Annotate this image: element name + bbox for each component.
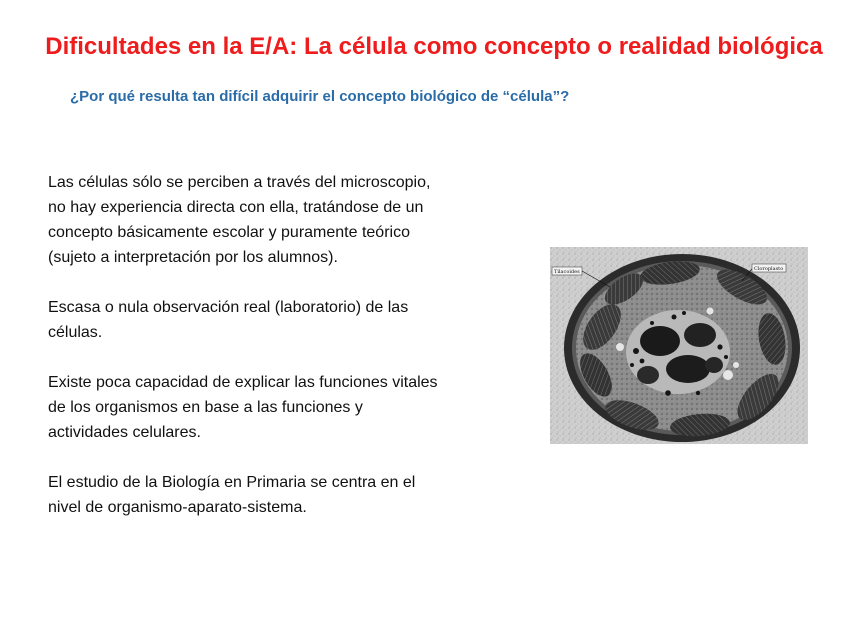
paragraph-line: concepto básicamente escolar y puramente teórico — [48, 224, 410, 241]
paragraph-line: actividades celulares. — [48, 424, 201, 441]
cell-micrograph-image — [550, 247, 808, 444]
paragraph-observation — [48, 295, 518, 345]
paragraph-line: nivel de organismo-aparato-sistema. — [48, 499, 307, 516]
paragraph-line: Las células sólo se perciben a través del microscopio, — [48, 174, 431, 191]
paragraph-line: Existe poca capacidad de explicar las funciones vitales — [48, 374, 438, 391]
paragraph-primary — [48, 470, 518, 520]
paragraph-line: no hay experiencia directa con ella, tratándose de un — [48, 199, 424, 216]
paragraph-line: (sujeto a interpretación por los alumnos). — [48, 249, 338, 266]
paragraph-line: de los organismos en base a las funciones y — [48, 399, 363, 416]
paragraph-line: Escasa o nula observación real (laboratorio) de las — [48, 299, 409, 316]
body-text — [48, 170, 518, 545]
slide-subtitle: ¿Por qué resulta tan difícil adquirir el concepto biológico de “célula”? — [70, 88, 570, 105]
micrograph-label-thylakoids: Tilacoides — [554, 269, 580, 275]
slide-title: Dificultades en la E/A: La célula como concepto o realidad biológica — [45, 33, 823, 60]
paragraph-microscope — [48, 170, 518, 270]
paragraph-functions — [48, 370, 518, 445]
paragraph-line: El estudio de la Biología en Primaria se centra en el — [48, 474, 416, 491]
micrograph-label-chloroplast: Cloroplasto — [754, 266, 784, 272]
paragraph-line: células. — [48, 324, 103, 341]
